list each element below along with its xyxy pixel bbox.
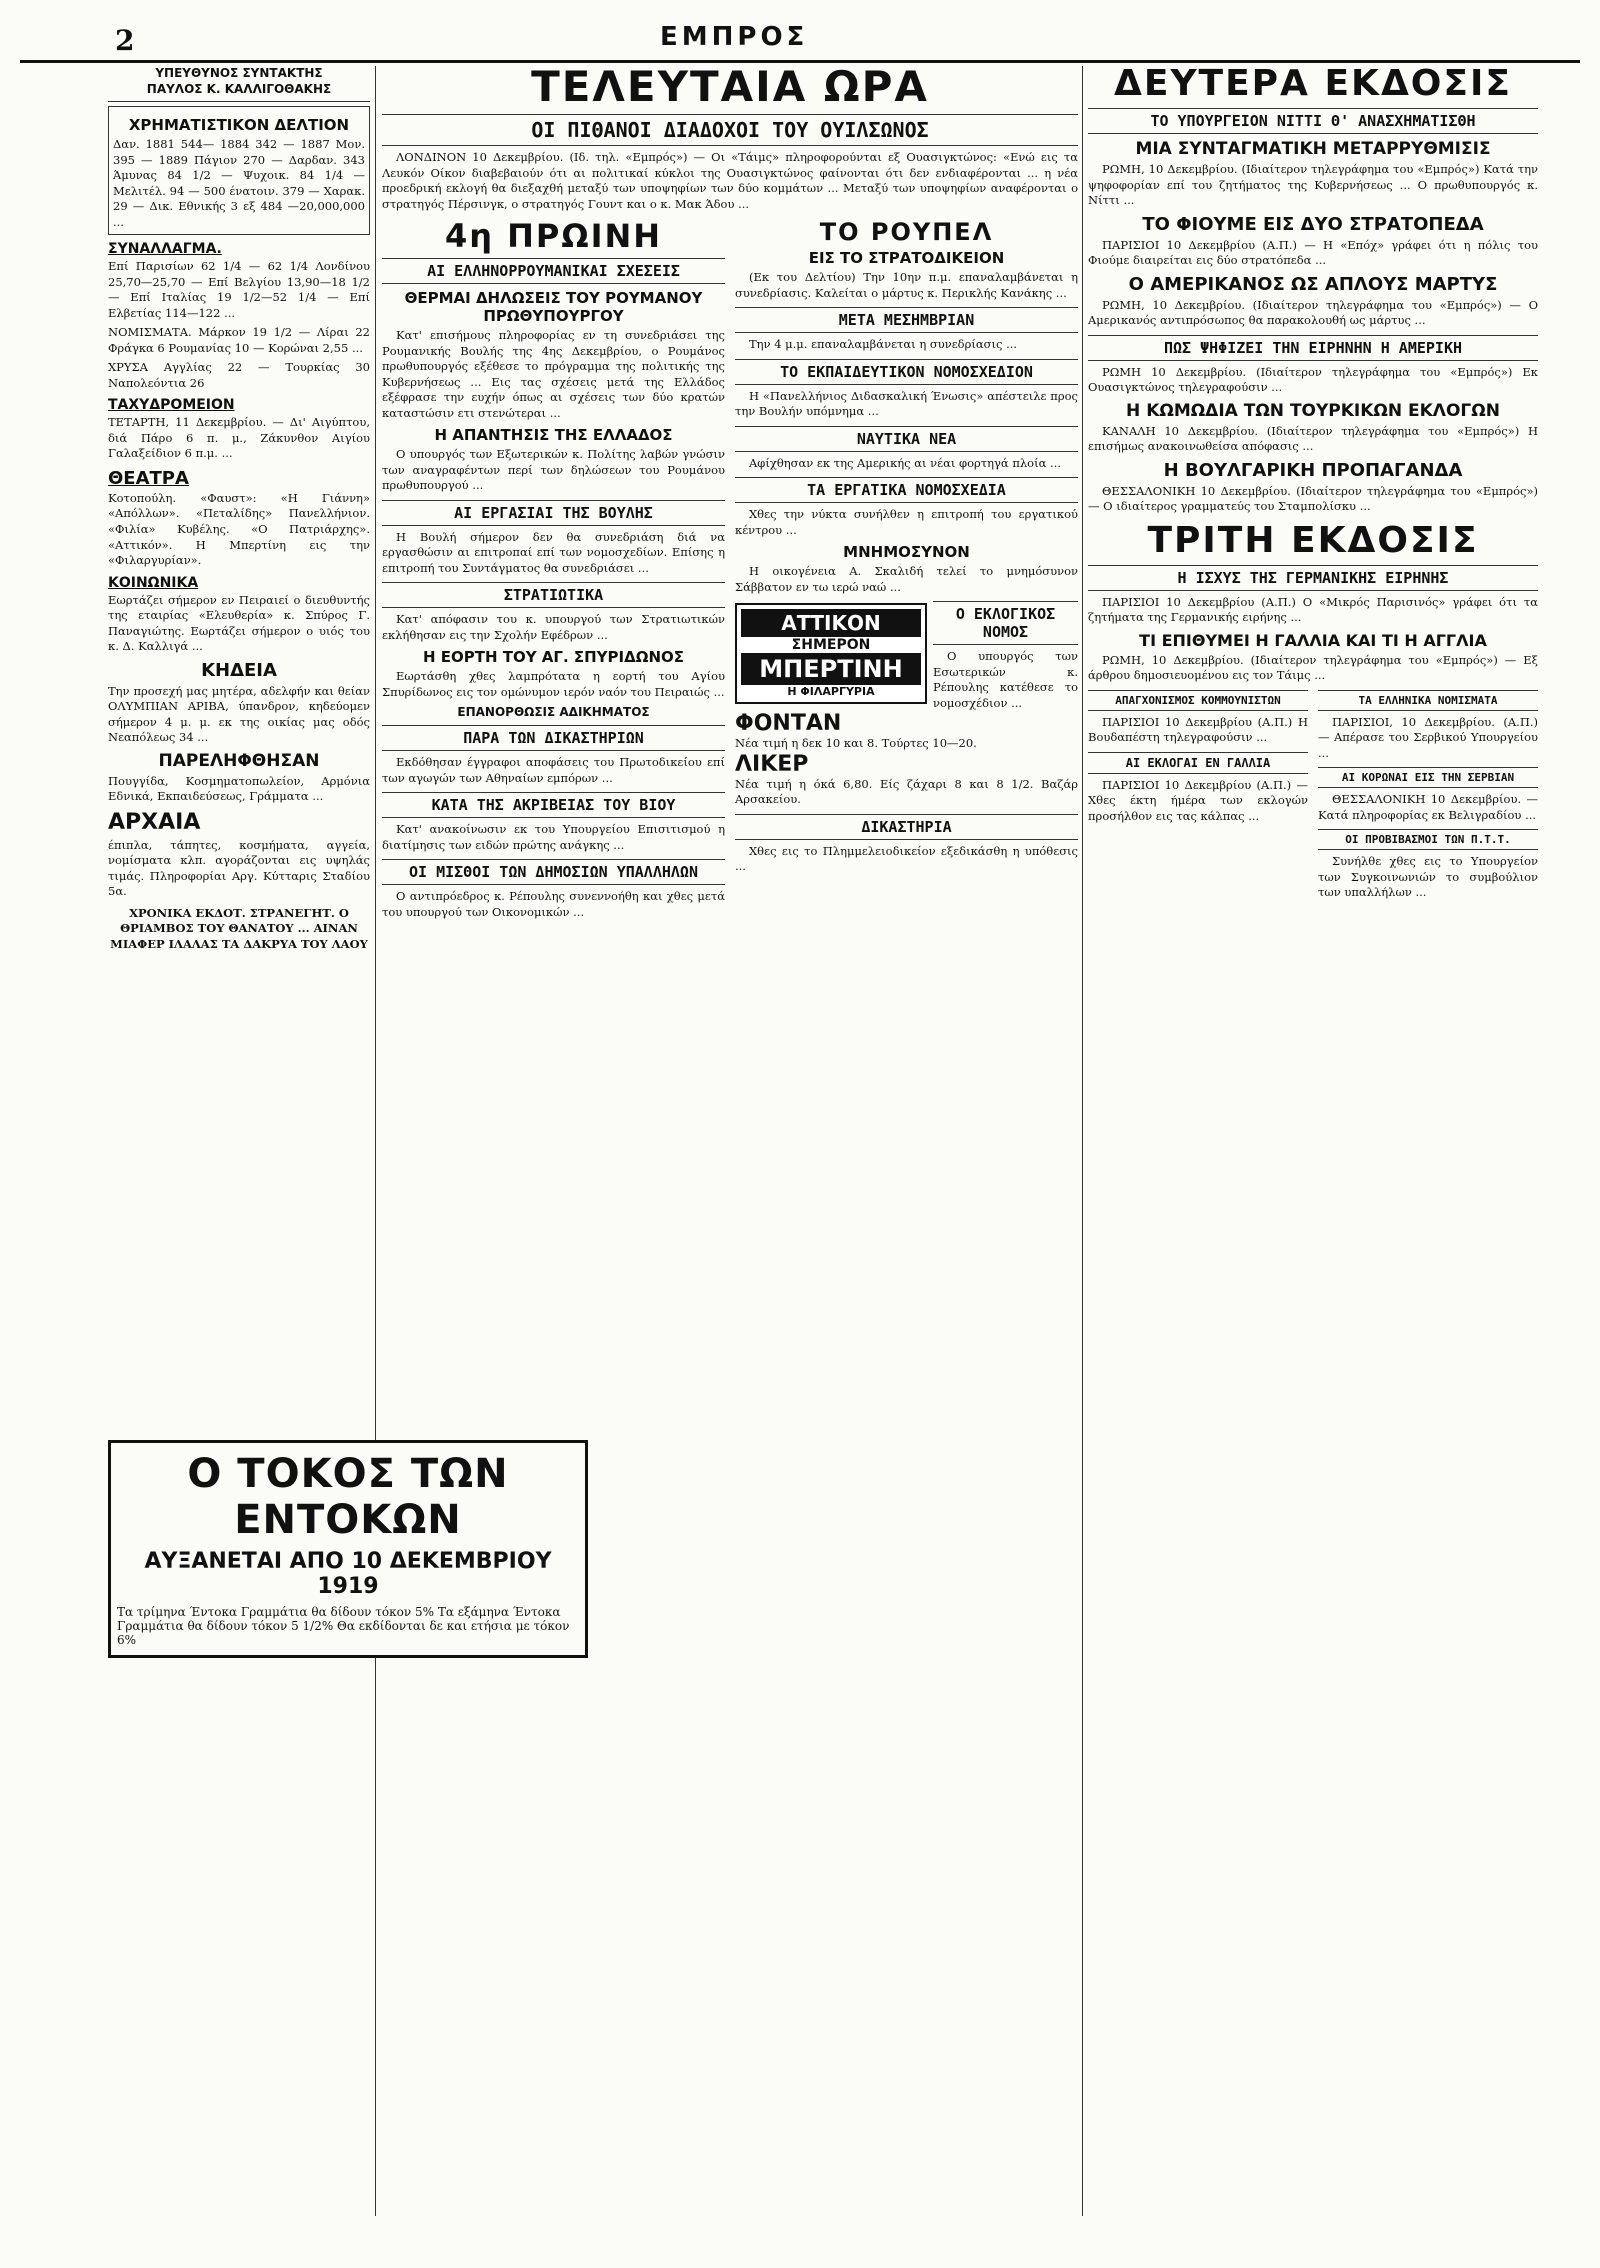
judicial-text: Χθες εις το Πλημμελειοδικείον εξεδικάσθη η υπόθεσις ... bbox=[735, 843, 1078, 874]
rupel-subheading: ΕΙΣ ΤΟ ΣΤΡΑΤΟΔΙΚΕΙΟΝ bbox=[808, 249, 1005, 268]
judicial-heading: ΔΙΚΑΣΤΗΡΙΑ bbox=[735, 814, 1078, 840]
greek-romanian-heading: ΑΙ ΕΛΛΗΝΟΡΡΟΥΜΑΝΙΚΑΙ ΣΧΕΣΕΙΣ bbox=[382, 258, 725, 284]
reform-text: ΡΩΜΗ, 10 Δεκεμβρίου. (Ιδιαίτερον τηλεγράφημα του «Εμπρός») Κατά την ψηφοφορίαν επί του ζητήματος της Κυβερνήσεως ... Ο πρωθυπουργός κ. Νίττι ... bbox=[1088, 162, 1538, 208]
german-text: ΠΑΡΙΣΙΟΙ 10 Δεκεμβρίου (Α.Π.) Ο «Μικρός Παρισινός» γράφει ότι τα ζητήματα της Γερμανικής ειρήνης ... bbox=[1088, 594, 1538, 625]
funeral-text: Την προσεχή μας μητέρα, αδελφήν και θείαν ΟΛΥΜΠΙΑΝ ΑΡΙΒΑ, ύπανδρον, κηδεύομεν σήμερον 4 μ. μ. εκ της οικίας μας οδός Νεαπόλεως 34 ... bbox=[108, 683, 370, 745]
middle-right-subcolumn bbox=[735, 220, 1078, 920]
cinema-when: ΣΗΜΕΡΟΝ bbox=[791, 637, 871, 654]
editor-name: ΠΑΥΛΟΣ Κ. ΚΑΛΛΙΓΟΘΑΚΗΣ bbox=[146, 81, 332, 96]
cinema-film: Η ΦΙΛΑΡΓΥΡΙΑ bbox=[787, 685, 875, 699]
education-text: Η «Πανελλήνιος Διδασκαλική Ένωσις» απέστειλε προς την Βουλήν υπόμνημα ... bbox=[735, 388, 1078, 419]
rupel-text: (Εκ του Δελτίου) Την 10ην π.μ. επαναλαμβάνεται η συνεδρίασις. Καλείται ο μάρτυς κ. Περικλής Κανάκης ... bbox=[735, 270, 1078, 300]
stats-text: Δαν. 1881 544— 1884 342 — 1887 Μον. 395 — 1889 Πάγιον 270 — Δαρδαν. 343 Άμυνας 84 1/2 — Ψυχοικ. 84 1/4 — Μελιτέλ. 94 — 500 ένατοιν. 379 — Χαρακ. 29 — Δικ. Εθνικής 3 εξ 484 —20,000,000 ... bbox=[113, 137, 365, 229]
communists-text: ΠΑΡΙΣΙΟΙ 10 Δεκεμβρίου (Α.Π.) Η Βουδαπέστη τηλεγραφούσιν ... bbox=[1088, 714, 1308, 745]
france-england-text: ΡΩΜΗ, 10 Δεκεμβρίου. (Ιδιαίτερον τηλεγράφημα του «Εμπρός») — Εξ άρθρου δημοσιευομένου εις τον Τάιμς ... bbox=[1088, 652, 1538, 683]
turkish-text: ΚΑΝΑΛΗ 10 Δεκεμβρίου. (Ιδιαίτερον τηλεγράφημα του «Εμπρός») Η επισήμως ανακοινωθείσα απόφασις ... bbox=[1088, 423, 1538, 454]
salaries-heading: ΟΙ ΜΙΣΘΟΙ ΤΩΝ ΔΗΜΟΣΙΩΝ ΥΠΑΛΛΗΛΩΝ bbox=[382, 859, 725, 885]
electoral-text: Ο υπουργός των Εσωτερικών κ. Ρέπουλης κατέθεσε το νομοσχέδιον ... bbox=[933, 649, 1078, 710]
stats-heading: ΧΡΗΜΑΤΙΣΤΙΚΟΝ ΔΕΛΤΙΟΝ bbox=[128, 116, 350, 135]
elections-fr-text: ΠΑΡΙΣΙΟΙ 10 Δεκεμβρίου (Α.Π.) — Χθες έκτη ήμέρα των εκλογών προσήλθον εις τας κάλπας ... bbox=[1088, 777, 1308, 823]
hume-text: ΠΑΡΙΣΙΟΙ 10 Δεκεμβρίου (Α.Π.) — Η «Επόχ» γράφει ότι η πόλις του Φιούμε διαιρείται εις δύο στρατόπεδα ... bbox=[1088, 237, 1538, 268]
naval-text: Αφίχθησαν εκ της Αμερικής αι νέαι φορτηγά πλοία ... bbox=[749, 455, 1061, 470]
liker-text: Νέα τιμή η όκά 6,80. Είς ζάχαρι 8 και 8 1/2. Βαζάρ Αρσακείου. bbox=[735, 776, 1078, 807]
social-heading: ΚΟΙΝΩΝΙΚΑ bbox=[108, 574, 199, 591]
antiques-text: έπιπλα, τάπητες, κοσμήματα, αγγεία, νομίσματα κλπ. αγοράζονται εις υψηλάς τιμάς. Πληροφορίαι Αργ. Κύτταρις Σταδίου 5α. bbox=[108, 837, 370, 899]
antiques-heading: ΑΡΧΑΙΑ bbox=[108, 809, 201, 835]
peace-heading: ΠΩΣ ΨΗΦΙΖΕΙ ΤΗΝ ΕΙΡΗΝΗΝ Η ΑΜΕΡΙΚΗ bbox=[1088, 335, 1538, 361]
right-lower-right bbox=[1318, 684, 1538, 901]
nitti-heading: ΤΟ ΥΠΟΥΡΓΕΙΟΝ ΝΙΤΤΙ Θ' ΑΝΑΣΧΗΜΑΤΙΣΘΗ bbox=[1088, 108, 1538, 134]
editor-box bbox=[108, 66, 370, 102]
rupel-heading: ΤΟ ΡΟΥΠΕΛ bbox=[819, 218, 994, 247]
salaries-text: Ο αντιπρόεδρος κ. Ρέπουλης συνεννοήθη και χθες μετά του υπουργού των Οικονομικών ... bbox=[382, 889, 725, 919]
masthead bbox=[20, 20, 1580, 63]
post-text: ΤΕΤΑΡΤΗ, 11 Δεκεμβρίου. — Δι' Αιγύπτου, διά Πάρο 6 π. μ., Ζάκυνθον Αιγίου Γαλαξείδιον 6 π.μ. ... bbox=[108, 415, 370, 461]
right-lower bbox=[1088, 684, 1538, 901]
coins-heading: ΤΑ ΕΛΛΗΝΙΚΑ ΝΟΜΙΣΜΑΤΑ bbox=[1318, 690, 1538, 711]
american-text: ΡΩΜΗ, 10 Δεκεμβρίου. (Ιδιαίτερον τηλεγράφημα του «Εμπρός») — Ο Αμερικανός αντιπρόσωπος θα παρακολουθή ως μάρτυς ... bbox=[1088, 297, 1538, 328]
romanian-text: Κατ' επισήμους πληροφορίας εν τη συνεδριάσει της Ρουμανικής Βουλής της 4ης Δεκεμβρίου, ο Ρουμάνος πρωθυπουργός εξέθεσε το πρόγραμμα της πολιτικής της Κυβερνήσεως ... Εις τας σχέσεις μετά της Ελλάδος εξέφρασε την ευχήν όπως αι σχέσεις των δύο κρατών καταστώσιν ετι στενώτεραι ... bbox=[382, 328, 725, 420]
wilson-text: ΛΟΝΔΙΝΟΝ 10 Δεκεμβρίου. (Ιδ. τηλ. «Εμπρός») — Οι «Τάιμς» πληροφορούνται εξ Ουασιγκτώνος: «Ενώ εις τα Λευκόν Οίκον διαβεβαιούν ότι αι πολιτικαί κύκλοι της Ουασιγκτώνος φαίνονται ότι δεν ενδιαφέρονται ... η νέα προεδρική εκλογή θα διεξαχθή μεταξύ των υποψηφίων των δύο κομμάτων ... Μεταξύ των υποψηφίων αναφέρονται ο στρατηγός Πέρσινγκ, ο στρατηγός Γουντ και ο κ. Μακ Άδου ... bbox=[382, 150, 1078, 211]
military-text: Κατ' απόφασιν του κ. υπουργού των Στρατιωτικών εκλήθησαν εις την Σχολήν Εφέδρων ... bbox=[382, 612, 725, 642]
military-heading: ΣΤΡΑΤΙΩΤΙΚΑ bbox=[382, 582, 725, 608]
liker-name: ΛΙΚΕΡ bbox=[735, 751, 809, 777]
right-lower-left bbox=[1088, 684, 1308, 901]
cinema-ad bbox=[735, 603, 927, 704]
middle-lower bbox=[382, 217, 1078, 920]
memorial-text: Η οικογένεια Α. Σκαλιδή τελεί το μνημόσυνον Σάββατον εν τω ιερώ ναώ ... bbox=[735, 564, 1078, 594]
afternoon-text: Την 4 μ.μ. επαναλαμβάνεται η συνεδρίασις ... bbox=[749, 337, 1018, 352]
loan-subtitle: ΑΥΞΑΝΕΤΑΙ ΑΠΟ 10 ΔΕΚΕΜΒΡΙΟΥ 1919 bbox=[144, 1549, 552, 1599]
greece-reply-heading: Η ΑΠΑΝΤΗΣΙΣ ΤΗΣ ΕΛΛΑΔΟΣ bbox=[434, 426, 673, 445]
loan-title: Ο ΤΟΚΟΣ ΤΩΝ ΕΝΤΟΚΩΝ bbox=[187, 1451, 509, 1543]
second-edition-title: ΔΕΥΤΕΡΑ ΕΚΔΟΣΙΣ bbox=[1114, 63, 1512, 104]
naval-heading: ΝΑΥΤΙΚΑ ΝΕΑ bbox=[735, 426, 1078, 452]
peace-text: ΡΩΜΗ 10 Δεκεμβρίου. (Ιδιαίτερον τηλεγράφημα του «Εμπρός») Εκ Ουασιγκτώνος τηλεγραφούσιν ... bbox=[1088, 364, 1538, 395]
column-divider bbox=[375, 66, 376, 2216]
cinema-wrap bbox=[735, 595, 927, 711]
electoral-heading: Ο ΕΚΛΟΓΙΚΟΣ ΝΟΜΟΣ bbox=[933, 601, 1078, 645]
received-heading: ΠΑΡΕΛΗΦΘΗΣΑΝ bbox=[158, 750, 320, 771]
funeral-heading: ΚΗΔΕΙΑ bbox=[201, 659, 277, 681]
bulgarian-text: ΘΕΣΣΑΛΟΝΙΚΗ 10 Δεκεμβρίου. (Ιδιαίτερον τηλεγράφημα του «Εμπρός») — Ο ιδιαίτερος γραμματεύς του Σταμπολίσκυ ... bbox=[1088, 483, 1538, 514]
courts-heading: ΠΑΡΑ ΤΩΝ ΔΙΚΑΣΤΗΡΙΩΝ bbox=[382, 725, 725, 751]
theatre-text: Κοτοπούλη. «Φαυστ»: «Η Γιάννη» «Απόλλων». «Πεταλίδης» Πανελλήνιον. «Φιλία» Κυβέλης. «Ο Πατριάρχης». «Αττικόν». Η Μπερτίνη εις την «Φιλαργυρίαν». bbox=[108, 490, 370, 568]
reform-heading: ΜΙΑ ΣΥΝΤΑΓΜΑΤΙΚΗ ΜΕΤΑΡΡΥΘΜΙΣΙΣ bbox=[1135, 139, 1491, 159]
paper-name: ΕΜΠΡΟΣ bbox=[660, 22, 809, 52]
middle-column bbox=[382, 62, 1078, 920]
parliament-text: Η Βουλή σήμερον δεν θα συνεδριάση διά να εργασθώσιν αι επιτροπαί επί των νομοσχεδίων. Επίσης η επιτροπή του Συντάγματος θα συνεδριάσει ... bbox=[382, 529, 725, 575]
ptt-text: Συνήλθε χθες εις το Υπουργείον των Συγκοινωνιών το συμβούλιον των υπαλλήλων ... bbox=[1318, 854, 1538, 900]
stats-box bbox=[108, 106, 370, 235]
cinema-name: ΑΤΤΙΚΟΝ bbox=[741, 609, 921, 637]
morning-title: 4η ΠΡΩΙΝΗ bbox=[444, 217, 663, 256]
book-ad-text: ΧΡΟΝΙΚΑ ΕΚΔΟΤ. ΣΤΡΑΝΕΓΗΤ. Ο ΘΡΙΑΜΒΟΣ ΤΟΥ ΘΑΝΑΤΟΥ ... ΑΙΝΑΝ ΜΙΑΦΕΡ ΙΛΑΛΑΣ ΤΑ ΔΑΚΡΥΑ ΤΟΥ ΛΑΟΥ bbox=[110, 905, 368, 951]
left-column bbox=[108, 66, 370, 952]
ptt-heading: ΟΙ ΠΡΟΒΙΒΑΣΜΟΙ ΤΩΝ Π.Τ.Τ. bbox=[1318, 829, 1538, 850]
nomismata-text: ΝΟΜΙΣΜΑΤΑ. Μάρκον 19 1/2 — Λίραι 22 Φράγκα 6 Ρουμανίας 10 — Κορώναι 2,55 ... bbox=[108, 325, 370, 355]
last-hour-title: ΤΕΛΕΥΤΑΙΑ ΩΡΑ bbox=[531, 62, 929, 111]
feast-text: Εωρτάσθη χθες λαμπρότατα η εορτή του Αγίου Σπυρίδωνος εις τον ομώνυμον ιερόν ναόν του Πειραιώς ... bbox=[382, 669, 725, 699]
american-heading: Ο ΑΜΕΡΙΚΑΝΟΣ ΩΣ ΑΠΛΟΥΣ ΜΑΡΤΥΣ bbox=[1128, 273, 1498, 295]
post-heading: ΤΑΧΥΔΡΟΜΕΙΟΝ bbox=[108, 397, 235, 414]
cost-heading: ΚΑΤΑ ΤΗΣ ΑΚΡΙΒΕΙΑΣ ΤΟΥ ΒΙΟΥ bbox=[382, 792, 725, 818]
parliament-heading: ΑΙ ΕΡΓΑΣΙΑΙ ΤΗΣ ΒΟΥΛΗΣ bbox=[382, 500, 725, 526]
coins-text: ΠΑΡΙΣΙΟΙ, 10 Δεκεμβρίου. (Α.Π.) — Απέρασε του Σερβικού Υπουργείου ... bbox=[1318, 714, 1538, 760]
fontan-name: ΦΟΝΤΑΝ bbox=[735, 711, 842, 737]
labor-heading: ΤΑ ΕΡΓΑΤΙΚΑ ΝΟΜΟΣΧΕΔΙΑ bbox=[735, 477, 1078, 503]
page-number: 2 bbox=[115, 24, 135, 57]
synallagma-heading: ΣΥΝΑΛΛΑΓΜΑ. bbox=[108, 241, 222, 258]
france-england-heading: ΤΙ ΕΠΙΘΥΜΕΙ Η ΓΑΛΛΙΑ ΚΑΙ ΤΙ Η ΑΓΓΛΙΑ bbox=[1139, 630, 1487, 650]
received-text: Πουγγίδα, Κοσμηματοπωλείον, Αρμόνια Εδνικά, Εκπαιδεύσεως, Γράμματα ... bbox=[108, 773, 370, 804]
cinema-star: ΜΠΕΡΤΙΝΗ bbox=[741, 653, 921, 685]
newspaper-page bbox=[20, 20, 1580, 2220]
memorial-heading: ΜΝΗΜΟΣΥΝΟΝ bbox=[843, 543, 970, 562]
bulgarian-heading: Η ΒΟΥΛΓΑΡΙΚΗ ΠΡΟΠΑΓΑΝΔΑ bbox=[1163, 459, 1463, 481]
third-edition-title: ΤΡΙΤΗ ΕΚΔΟΣΙΣ bbox=[1147, 519, 1479, 561]
electoral-wrap bbox=[933, 595, 1078, 711]
romanian-pm-heading: ΘΕΡΜΑΙ ΔΗΛΩΣΕΙΣ ΤΟΥ ΡΟΥΜΑΝΟΥ ΠΡΩΘΥΠΟΥΡΓΟΥ bbox=[404, 289, 703, 326]
labor-text: Χθες την νύκτα συνήλθεν η επιτροπή του εργατικού κέντρου ... bbox=[735, 507, 1078, 537]
education-heading: ΤΟ ΕΚΠΑΙΔΕΥΤΙΚΟΝ ΝΟΜΟΣΧΕΔΙΟΝ bbox=[735, 359, 1078, 385]
social-text: Εωρτάζει σήμερον εν Πειραιεί ο διευθυντής της εταιρίας «Ελευθερία» κ. Σπύρος Γ. Παναγιώτης. Εωρτάζει σήμερον ο υιός του κ. Δ. Καλλιγά ... bbox=[108, 592, 370, 654]
column-divider bbox=[1082, 66, 1083, 2216]
communists-heading: ΑΠΑΓΧΟΝΙΣΜΟΣ ΚΟΜΜΟΥΝΙΣΤΩΝ bbox=[1088, 690, 1308, 711]
wilson-heading: ΟΙ ΠΙΘΑΝΟΙ ΔΙΑΔΟΧΟΙ ΤΟΥ ΟΥΙΛΣΩΝΟΣ bbox=[382, 114, 1078, 146]
hume-heading: ΤΟ ΦΙΟΥΜΕ ΕΙΣ ΔΥΟ ΣΤΡΑΤΟΠΕΔΑ bbox=[1142, 213, 1484, 235]
middle-left-subcolumn bbox=[382, 217, 725, 920]
turkish-heading: Η ΚΩΜΩΔΙΑ ΤΩΝ ΤΟΥΡΚΙΚΩΝ ΕΚΛΟΓΩΝ bbox=[1126, 400, 1500, 421]
synallagma-text: Επί Παρισίων 62 1/4 — 62 1/4 Λονδίνου 25,70—25,70 — Επί Βελγίου 13,90—18 1/2 — Επί Ιταλίας 19 1/2—52 1/4 — Επί Ελβετίας 114—122 ... bbox=[108, 259, 370, 320]
elections-fr-heading: ΑΙ ΕΚΛΟΓΑΙ ΕΝ ΓΑΛΛΙΑ bbox=[1088, 752, 1308, 774]
chrysa-text: ΧΡΥΣΑ Αγγλίας 22 — Τουρκίας 30 Ναπολεόντια 26 bbox=[108, 360, 370, 390]
greece-reply-text: Ο υπουργός των Εξωτερικών κ. Πολίτης λαβών γνώσιν των αναγραφέντων περί των δηλώσεων του Ρουμάνου πρωθυπουργού ... bbox=[382, 447, 725, 493]
ads-row bbox=[735, 595, 1078, 711]
afternoon-heading: ΜΕΤΑ ΜΕΣΗΜΒΡΙΑΝ bbox=[735, 307, 1078, 333]
editor-label: ΥΠΕΥΘΥΝΟΣ ΣΥΝΤΑΚΤΗΣ bbox=[155, 66, 323, 80]
german-heading: Η ΙΣΧΥΣ ΤΗΣ ΓΕΡΜΑΝΙΚΗΣ ΕΙΡΗΝΗΣ bbox=[1088, 565, 1538, 591]
courts-text: Εκδόθησαν έγγραφοι αποφάσεις του Πρωτοδικείου επί των αγωγών των Αθηναίων εμπόρων ... bbox=[382, 755, 725, 785]
theatre-heading: ΘΕΑΤΡΑ bbox=[108, 467, 189, 489]
fontan-text: Νέα τιμή η δεκ 10 και 8. Τούρτες 10—20. bbox=[735, 736, 977, 751]
feast-heading: Η ΕΟΡΤΗ ΤΟΥ ΑΓ. ΣΠΥΡΙΔΩΝΟΣ bbox=[422, 648, 685, 667]
courts-subheading: ΕΠΑΝΟΡΘΩΣΙΣ ΑΔΙΚΗΜΑΤΟΣ bbox=[457, 705, 650, 720]
right-column bbox=[1088, 63, 1538, 901]
loan-details: Τα τρίμηνα Έντοκα Γραμμάτια θα δίδουν τόκον 5% Τα εξάμηνα Έντοκα Γραμμάτια θα δίδουν τόκον 5 1/2% Θα εκδίδονται δε και ετήσια με τόκον 6% bbox=[117, 1605, 570, 1647]
loan-advertisement bbox=[108, 1440, 588, 1658]
serbia-heading: ΑΙ ΚΟΡΩΝΑΙ ΕΙΣ ΤΗΝ ΣΕΡΒΙΑΝ bbox=[1318, 767, 1538, 788]
serbia-text: ΘΕΣΣΑΛΟΝΙΚΗ 10 Δεκεμβρίου. — Κατά πληροφορίας εκ Βελιγραδίου ... bbox=[1318, 792, 1538, 822]
cost-text: Κατ' ανακοίνωσιν εκ του Υπουργείου Επισιτισμού η διατίμησις των ειδών πρώτης ανάγκης ... bbox=[382, 822, 725, 852]
